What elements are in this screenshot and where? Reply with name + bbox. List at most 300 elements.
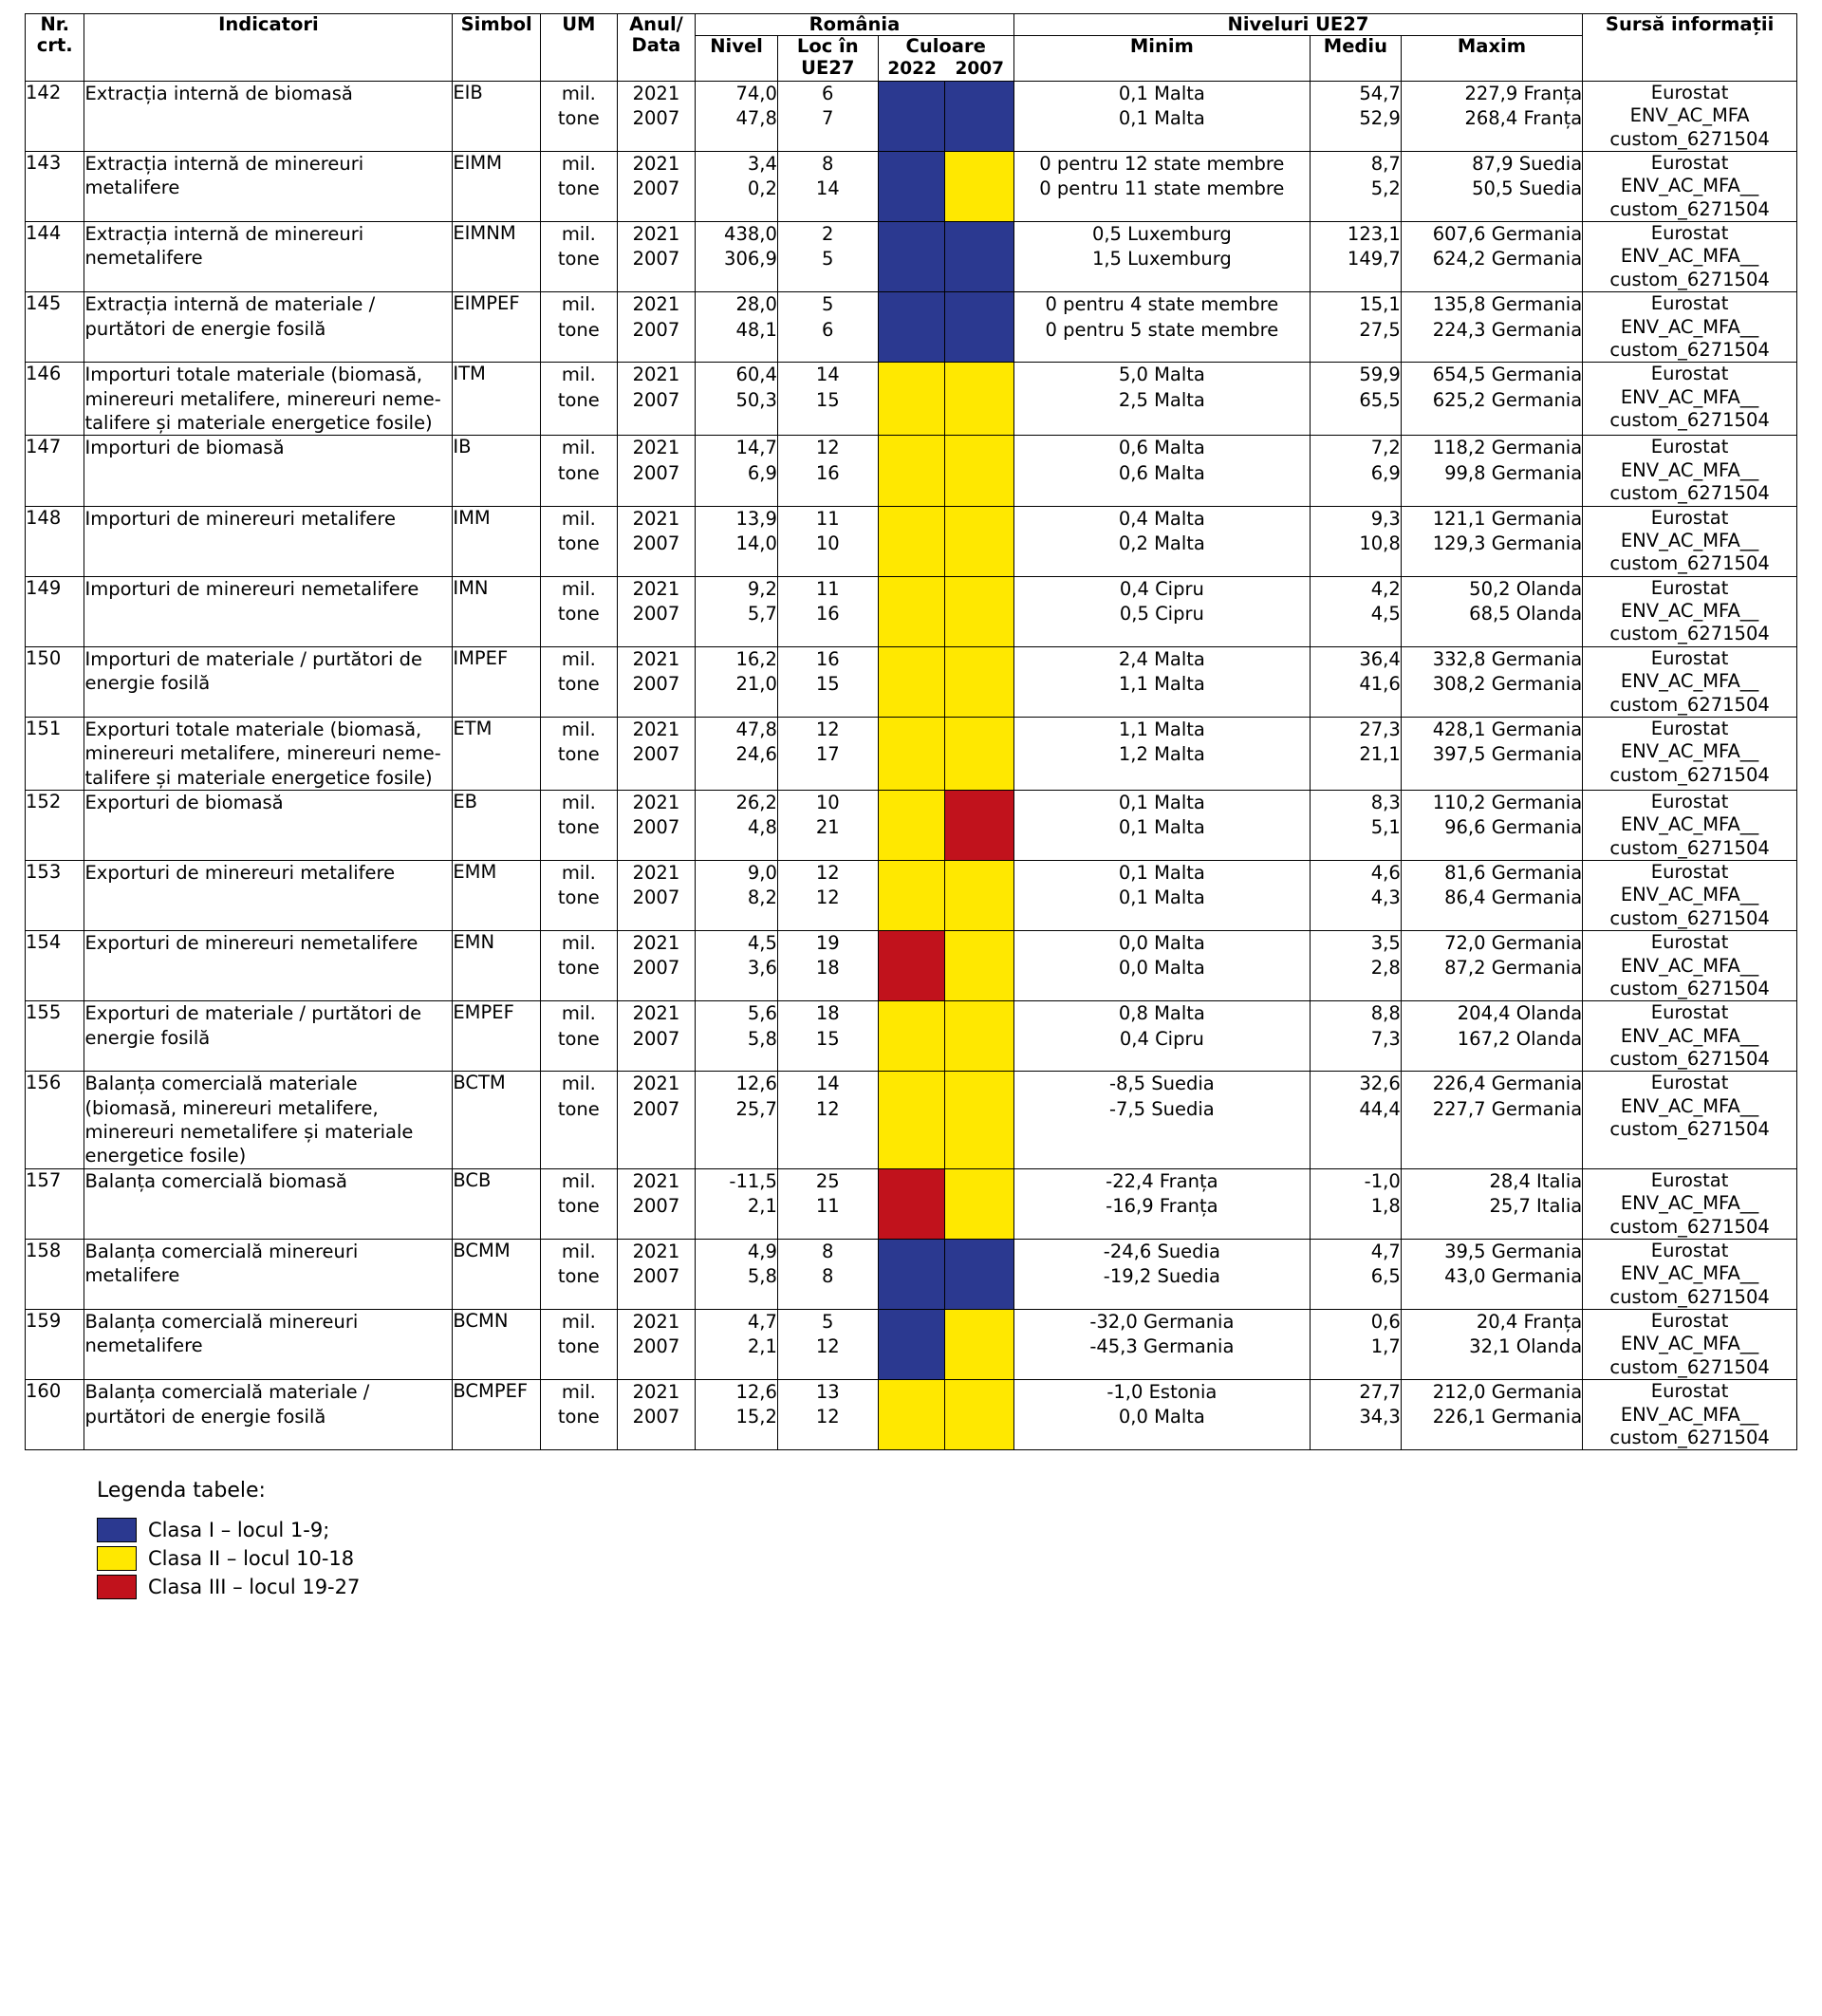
cell-mediu bbox=[1311, 151, 1402, 221]
cell-um-line1: mil. bbox=[561, 932, 596, 955]
cell-loc-2007: 16 bbox=[815, 461, 840, 484]
cell-maxim-2007: 68,5 Olanda bbox=[1469, 602, 1583, 625]
cell-simbol: IMM bbox=[453, 506, 541, 576]
cell-minim bbox=[1013, 81, 1310, 151]
cell-sursa-line1: Eurostat bbox=[1650, 1168, 1729, 1191]
cell-maxim bbox=[1401, 363, 1582, 436]
cell-culoare-2007 bbox=[945, 931, 1014, 1001]
cell-an bbox=[617, 931, 696, 1001]
cell-sursa-line2: ENV_AC_MFA__ bbox=[1620, 529, 1759, 551]
cell-maxim bbox=[1401, 1168, 1582, 1239]
cell-mediu-2007: 52,9 bbox=[1359, 107, 1401, 130]
cell-culoare-2022 bbox=[878, 576, 945, 646]
cell-nivel-2021: -11,5 bbox=[729, 1169, 777, 1192]
cell-um bbox=[541, 1239, 618, 1309]
cell-indicator: Extracția internă de minereuri metalifere bbox=[84, 151, 453, 221]
cell-maxim-2007: 224,3 Germania bbox=[1432, 318, 1583, 341]
header-loc-ue27 bbox=[777, 36, 878, 81]
cell-loc-ue27 bbox=[777, 861, 878, 931]
cell-culoare-2022 bbox=[878, 1310, 945, 1380]
cell-culoare-2007 bbox=[945, 436, 1014, 506]
cell-culoare-2022 bbox=[878, 363, 945, 436]
table-row bbox=[26, 222, 1797, 292]
cell-maxim-2021: 118,2 Germania bbox=[1432, 437, 1583, 459]
cell-nivel-2021: 9,0 bbox=[747, 862, 777, 885]
cell-minim bbox=[1013, 292, 1310, 363]
cell-simbol: EIMM bbox=[453, 151, 541, 221]
cell-culoare-2007 bbox=[945, 1239, 1014, 1309]
cell-an-2007: 2007 bbox=[632, 177, 680, 200]
legend-swatch-clasa3 bbox=[97, 1575, 137, 1599]
cell-culoare-2007 bbox=[945, 222, 1014, 292]
cell-sursa-line3: custom_6271504 bbox=[1609, 693, 1770, 716]
cell-loc-2021: 13 bbox=[815, 1381, 840, 1404]
cell-nivel-2007: 5,8 bbox=[747, 1265, 777, 1288]
cell-culoare-2022 bbox=[878, 222, 945, 292]
cell-mediu-2007: 149,7 bbox=[1347, 248, 1401, 271]
cell-culoare-2022 bbox=[878, 1380, 945, 1450]
cell-nr-crt: 142 bbox=[26, 81, 84, 151]
cell-indicator: Extracția internă de minereuri nemetalifere bbox=[84, 222, 453, 292]
cell-mediu-2007: 21,1 bbox=[1359, 743, 1401, 766]
cell-minim bbox=[1013, 506, 1310, 576]
cell-nr-crt: 149 bbox=[26, 576, 84, 646]
cell-minim bbox=[1013, 1239, 1310, 1309]
cell-um-line2: tone bbox=[557, 461, 600, 484]
legend-label: Clasa II – locul 10-18 bbox=[148, 1547, 355, 1571]
cell-simbol: EIB bbox=[453, 81, 541, 151]
cell-nivel-2007: 50,3 bbox=[735, 388, 777, 411]
cell-um-line2: tone bbox=[557, 673, 600, 696]
cell-mediu-2007: 10,8 bbox=[1359, 532, 1401, 554]
table-body bbox=[26, 81, 1797, 1449]
cell-loc-2007: 17 bbox=[815, 743, 840, 766]
cell-nivel-2021: 47,8 bbox=[735, 718, 777, 740]
cell-maxim-2021: 654,5 Germania bbox=[1432, 364, 1583, 386]
cell-nr-crt: 144 bbox=[26, 222, 84, 292]
cell-sursa bbox=[1583, 81, 1797, 151]
cell-an bbox=[617, 1001, 696, 1072]
cell-nivel-2021: 28,0 bbox=[735, 293, 777, 316]
cell-sursa bbox=[1583, 292, 1797, 363]
cell-sursa-line2: ENV_AC_MFA__ bbox=[1620, 884, 1759, 906]
cell-nr-crt: 158 bbox=[26, 1239, 84, 1309]
cell-culoare-2022 bbox=[878, 506, 945, 576]
cell-an bbox=[617, 151, 696, 221]
cell-simbol: IB bbox=[453, 436, 541, 506]
cell-an-2021: 2021 bbox=[632, 507, 680, 530]
cell-loc-ue27 bbox=[777, 1380, 878, 1450]
cell-nivel bbox=[696, 861, 778, 931]
cell-loc-2007: 15 bbox=[815, 388, 840, 411]
cell-nivel bbox=[696, 1310, 778, 1380]
cell-sursa-line3: custom_6271504 bbox=[1609, 906, 1770, 929]
cell-culoare-2022 bbox=[878, 1001, 945, 1072]
cell-culoare-2007 bbox=[945, 646, 1014, 717]
cell-sursa-line1: Eurostat bbox=[1650, 151, 1729, 174]
cell-um-line1: mil. bbox=[561, 1073, 596, 1095]
cell-nivel bbox=[696, 1001, 778, 1072]
cell-mediu bbox=[1311, 1380, 1402, 1450]
cell-loc-2007: 5 bbox=[822, 248, 834, 271]
cell-maxim-2021: 428,1 Germania bbox=[1432, 718, 1583, 740]
indicators-table bbox=[25, 13, 1797, 1450]
cell-mediu-2007: 5,2 bbox=[1370, 177, 1401, 200]
cell-minim bbox=[1013, 576, 1310, 646]
cell-an-2007: 2007 bbox=[632, 957, 680, 980]
cell-indicator: Importuri totale materiale (biomasă, minereuri metalifere, minereuri neme-talifere și materiale energetice fosile) bbox=[84, 363, 453, 436]
cell-um-line1: mil. bbox=[561, 1311, 596, 1334]
cell-mediu-2021: 4,7 bbox=[1370, 1240, 1401, 1262]
cell-minim bbox=[1013, 1380, 1310, 1450]
cell-an-2007: 2007 bbox=[632, 388, 680, 411]
cell-culoare-2022 bbox=[878, 151, 945, 221]
cell-simbol: EMN bbox=[453, 931, 541, 1001]
cell-minim-2021: -8,5 Suedia bbox=[1109, 1073, 1215, 1095]
table-row bbox=[26, 151, 1797, 221]
cell-loc-2021: 25 bbox=[815, 1169, 840, 1192]
cell-indicator: Balanța comercială minereuri metalifere bbox=[84, 1239, 453, 1309]
cell-nivel bbox=[696, 1072, 778, 1168]
cell-an bbox=[617, 576, 696, 646]
table-row bbox=[26, 1168, 1797, 1239]
cell-an-2007: 2007 bbox=[632, 1195, 680, 1218]
cell-nivel bbox=[696, 81, 778, 151]
cell-um-line1: mil. bbox=[561, 718, 596, 740]
cell-nr-crt: 156 bbox=[26, 1072, 84, 1168]
cell-sursa-line3: custom_6271504 bbox=[1609, 268, 1770, 290]
cell-indicator: Importuri de biomasă bbox=[84, 436, 453, 506]
cell-an bbox=[617, 363, 696, 436]
legend bbox=[25, 1479, 1797, 1599]
cell-um bbox=[541, 931, 618, 1001]
cell-culoare-2022 bbox=[878, 436, 945, 506]
cell-culoare-2007 bbox=[945, 506, 1014, 576]
cell-sursa-line2: ENV_AC_MFA__ bbox=[1620, 385, 1759, 408]
cell-loc-2007: 11 bbox=[815, 1195, 840, 1218]
cell-minim-2021: 0,6 Malta bbox=[1118, 437, 1205, 459]
cell-sursa-line3: custom_6271504 bbox=[1609, 409, 1770, 432]
cell-um-line2: tone bbox=[557, 1195, 600, 1218]
cell-nivel bbox=[696, 1380, 778, 1450]
header-anul-data bbox=[617, 14, 696, 82]
table-row bbox=[26, 1380, 1797, 1450]
cell-an-2021: 2021 bbox=[632, 1381, 680, 1404]
cell-sursa-line1: Eurostat bbox=[1650, 717, 1729, 739]
table-row bbox=[26, 646, 1797, 717]
cell-sursa bbox=[1583, 717, 1797, 790]
cell-um-line1: mil. bbox=[561, 293, 596, 316]
cell-sursa-line3: custom_6271504 bbox=[1609, 836, 1770, 859]
cell-um-line1: mil. bbox=[561, 437, 596, 459]
cell-minim-2007: -19,2 Suedia bbox=[1103, 1265, 1220, 1288]
cell-loc-2007: 12 bbox=[815, 1406, 840, 1428]
cell-an-2021: 2021 bbox=[632, 1240, 680, 1262]
cell-an bbox=[617, 81, 696, 151]
cell-sursa bbox=[1583, 576, 1797, 646]
table-row bbox=[26, 81, 1797, 151]
cell-an-2007: 2007 bbox=[632, 887, 680, 909]
legend-label: Clasa I – locul 1-9; bbox=[148, 1519, 330, 1542]
cell-sursa-line1: Eurostat bbox=[1650, 576, 1729, 599]
cell-nivel bbox=[696, 506, 778, 576]
cell-culoare-2022 bbox=[878, 81, 945, 151]
cell-loc-ue27 bbox=[777, 717, 878, 790]
cell-maxim-2007: 625,2 Germania bbox=[1432, 388, 1583, 411]
cell-um-line2: tone bbox=[557, 1097, 600, 1120]
cell-nivel-2007: 0,2 bbox=[747, 177, 777, 200]
cell-um-line1: mil. bbox=[561, 577, 596, 600]
cell-an-2021: 2021 bbox=[632, 152, 680, 175]
cell-minim-2021: 0 pentru 4 state membre bbox=[1045, 293, 1279, 316]
cell-um-line2: tone bbox=[557, 1027, 600, 1050]
table-row bbox=[26, 1239, 1797, 1309]
cell-mediu bbox=[1311, 1310, 1402, 1380]
table-row bbox=[26, 1001, 1797, 1072]
cell-maxim bbox=[1401, 717, 1582, 790]
table-head bbox=[26, 14, 1797, 82]
cell-um bbox=[541, 1168, 618, 1239]
cell-mediu-2021: 4,2 bbox=[1370, 577, 1401, 600]
cell-um-line1: mil. bbox=[561, 152, 596, 175]
cell-an bbox=[617, 222, 696, 292]
cell-sursa bbox=[1583, 151, 1797, 221]
cell-culoare-2007 bbox=[945, 81, 1014, 151]
cell-sursa-line2: ENV_AC_MFA__ bbox=[1620, 458, 1759, 481]
cell-maxim bbox=[1401, 1380, 1582, 1450]
cell-culoare-2022 bbox=[878, 646, 945, 717]
cell-sursa-line1: Eurostat bbox=[1650, 363, 1729, 385]
cell-nivel bbox=[696, 1239, 778, 1309]
cell-minim-2007: 0,0 Malta bbox=[1118, 1406, 1205, 1428]
cell-loc-2021: 6 bbox=[822, 82, 834, 104]
cell-nr-crt: 155 bbox=[26, 1001, 84, 1072]
cell-mediu-2021: 7,2 bbox=[1370, 437, 1401, 459]
cell-maxim-2007: 50,5 Suedia bbox=[1472, 177, 1583, 200]
cell-um-line2: tone bbox=[557, 1335, 600, 1358]
cell-minim-2021: 0,1 Malta bbox=[1118, 791, 1205, 813]
cell-um-line2: tone bbox=[557, 388, 600, 411]
cell-maxim-2007: 96,6 Germania bbox=[1444, 816, 1583, 839]
cell-sursa bbox=[1583, 436, 1797, 506]
header-nr-crt bbox=[26, 14, 84, 82]
cell-nivel bbox=[696, 576, 778, 646]
cell-an bbox=[617, 1239, 696, 1309]
cell-nivel-2007: 21,0 bbox=[735, 673, 777, 696]
cell-um-line2: tone bbox=[557, 887, 600, 909]
cell-nivel bbox=[696, 646, 778, 717]
cell-simbol: IMN bbox=[453, 576, 541, 646]
header-culoare bbox=[878, 36, 1013, 81]
cell-um-line2: tone bbox=[557, 1406, 600, 1428]
header-anul-line1: Anul/ bbox=[629, 13, 683, 35]
cell-minim-2007: 1,1 Malta bbox=[1118, 673, 1205, 696]
cell-nr-crt: 145 bbox=[26, 292, 84, 363]
cell-maxim bbox=[1401, 576, 1582, 646]
cell-maxim-2007: 25,7 Italia bbox=[1489, 1195, 1583, 1218]
cell-simbol: ITM bbox=[453, 363, 541, 436]
header-mediu: Mediu bbox=[1311, 36, 1402, 81]
cell-loc-2021: 19 bbox=[815, 932, 840, 955]
cell-loc-2021: 5 bbox=[822, 293, 834, 316]
cell-sursa-line3: custom_6271504 bbox=[1609, 977, 1770, 999]
cell-sursa-line1: Eurostat bbox=[1650, 1380, 1729, 1403]
cell-nivel-2021: 4,9 bbox=[747, 1240, 777, 1262]
cell-maxim-2007: 268,4 Franța bbox=[1464, 107, 1583, 130]
cell-loc-2007: 16 bbox=[815, 602, 840, 625]
cell-loc-ue27 bbox=[777, 931, 878, 1001]
cell-nivel bbox=[696, 222, 778, 292]
cell-minim bbox=[1013, 790, 1310, 860]
cell-loc-2021: 14 bbox=[815, 364, 840, 386]
cell-an-2021: 2021 bbox=[632, 364, 680, 386]
cell-sursa-line2: ENV_AC_MFA__ bbox=[1620, 1024, 1759, 1047]
cell-sursa-line3: custom_6271504 bbox=[1609, 1118, 1770, 1141]
cell-minim-2007: 0,1 Malta bbox=[1118, 887, 1205, 909]
legend-item bbox=[97, 1546, 1797, 1571]
header-nr-crt-line1: Nr. bbox=[40, 13, 70, 35]
cell-simbol: BCMPEF bbox=[453, 1380, 541, 1450]
cell-maxim-2021: 39,5 Germania bbox=[1444, 1240, 1583, 1262]
legend-swatch-clasa2 bbox=[97, 1546, 137, 1571]
cell-loc-ue27 bbox=[777, 81, 878, 151]
cell-maxim-2021: 110,2 Germania bbox=[1432, 791, 1583, 813]
cell-loc-2021: 11 bbox=[815, 577, 840, 600]
cell-loc-ue27 bbox=[777, 1001, 878, 1072]
cell-maxim bbox=[1401, 646, 1582, 717]
cell-mediu-2021: 27,3 bbox=[1359, 718, 1401, 740]
cell-loc-2007: 15 bbox=[815, 1027, 840, 1050]
cell-sursa-line3: custom_6271504 bbox=[1609, 552, 1770, 575]
cell-loc-2021: 12 bbox=[815, 718, 840, 740]
cell-minim-2021: 0,1 Malta bbox=[1118, 862, 1205, 885]
cell-nivel-2007: 48,1 bbox=[735, 318, 777, 341]
cell-nivel bbox=[696, 151, 778, 221]
cell-mediu-2007: 1,7 bbox=[1370, 1335, 1401, 1358]
table-row bbox=[26, 931, 1797, 1001]
cell-sursa-line2: ENV_AC_MFA__ bbox=[1620, 670, 1759, 693]
cell-mediu-2007: 4,5 bbox=[1370, 602, 1401, 625]
cell-simbol: BCB bbox=[453, 1168, 541, 1239]
cell-an bbox=[617, 1168, 696, 1239]
cell-minim-2007: 0,0 Malta bbox=[1118, 957, 1205, 980]
cell-um bbox=[541, 436, 618, 506]
cell-an-2007: 2007 bbox=[632, 318, 680, 341]
header-romania: România bbox=[696, 14, 1013, 36]
cell-loc-2007: 7 bbox=[822, 107, 834, 130]
cell-sursa-line3: custom_6271504 bbox=[1609, 1215, 1770, 1238]
cell-maxim-2021: 204,4 Olanda bbox=[1457, 1002, 1583, 1025]
cell-maxim bbox=[1401, 861, 1582, 931]
cell-mediu bbox=[1311, 861, 1402, 931]
cell-mediu bbox=[1311, 790, 1402, 860]
cell-maxim-2007: 167,2 Olanda bbox=[1457, 1027, 1583, 1050]
cell-nr-crt: 153 bbox=[26, 861, 84, 931]
cell-culoare-2007 bbox=[945, 1072, 1014, 1168]
legend-title: Legenda tabele: bbox=[97, 1479, 266, 1503]
cell-an-2007: 2007 bbox=[632, 673, 680, 696]
header-minim: Minim bbox=[1013, 36, 1310, 81]
cell-sursa-line1: Eurostat bbox=[1650, 292, 1729, 315]
cell-loc-ue27 bbox=[777, 790, 878, 860]
cell-an bbox=[617, 790, 696, 860]
cell-nivel-2007: 4,8 bbox=[747, 816, 777, 839]
cell-loc-ue27 bbox=[777, 436, 878, 506]
cell-sursa-line1: Eurostat bbox=[1650, 506, 1729, 529]
cell-mediu-2007: 7,3 bbox=[1370, 1027, 1401, 1050]
legend-item bbox=[97, 1518, 1797, 1542]
cell-culoare-2022 bbox=[878, 1239, 945, 1309]
cell-loc-ue27 bbox=[777, 1239, 878, 1309]
cell-simbol: ETM bbox=[453, 717, 541, 790]
cell-um-line1: mil. bbox=[561, 1240, 596, 1262]
cell-nivel-2021: 74,0 bbox=[735, 82, 777, 104]
cell-nivel bbox=[696, 717, 778, 790]
cell-indicator: Extracția internă de materiale / purtători de energie fosilă bbox=[84, 292, 453, 363]
cell-loc-2021: 8 bbox=[822, 1240, 834, 1262]
cell-maxim-2007: 397,5 Germania bbox=[1432, 743, 1583, 766]
cell-um-line1: mil. bbox=[561, 82, 596, 104]
cell-simbol: EMM bbox=[453, 861, 541, 931]
cell-um-line2: tone bbox=[557, 602, 600, 625]
cell-maxim-2007: 129,3 Germania bbox=[1432, 532, 1583, 554]
cell-an bbox=[617, 1072, 696, 1168]
cell-minim bbox=[1013, 1310, 1310, 1380]
cell-indicator: Exporturi de materiale / purtători de energie fosilă bbox=[84, 1001, 453, 1072]
cell-sursa-line2: ENV_AC_MFA__ bbox=[1620, 600, 1759, 622]
cell-maxim bbox=[1401, 436, 1582, 506]
cell-nivel-2007: 6,9 bbox=[747, 461, 777, 484]
cell-minim-2007: -16,9 Franța bbox=[1106, 1195, 1218, 1218]
cell-an-2021: 2021 bbox=[632, 932, 680, 955]
cell-um-line1: mil. bbox=[561, 862, 596, 885]
cell-maxim bbox=[1401, 292, 1582, 363]
cell-nivel-2007: 2,1 bbox=[747, 1335, 777, 1358]
cell-loc-ue27 bbox=[777, 363, 878, 436]
cell-minim-2021: -1,0 Estonia bbox=[1106, 1381, 1218, 1404]
cell-mediu bbox=[1311, 81, 1402, 151]
cell-an bbox=[617, 646, 696, 717]
cell-nivel-2007: 24,6 bbox=[735, 743, 777, 766]
cell-mediu bbox=[1311, 506, 1402, 576]
cell-loc-ue27 bbox=[777, 1072, 878, 1168]
cell-culoare-2022 bbox=[878, 790, 945, 860]
cell-minim-2021: 0 pentru 12 state membre bbox=[1039, 152, 1285, 175]
cell-sursa-line2: ENV_AC_MFA__ bbox=[1620, 315, 1759, 338]
cell-indicator: Extracția internă de biomasă bbox=[84, 81, 453, 151]
cell-maxim bbox=[1401, 506, 1582, 576]
cell-culoare-2007 bbox=[945, 1168, 1014, 1239]
cell-mediu-2007: 6,5 bbox=[1370, 1265, 1401, 1288]
legend-label: Clasa III – locul 19-27 bbox=[148, 1576, 361, 1599]
cell-um bbox=[541, 506, 618, 576]
cell-maxim-2007: 87,2 Germania bbox=[1444, 957, 1583, 980]
cell-minim-2007: 0,5 Cipru bbox=[1119, 602, 1204, 625]
table-row bbox=[26, 363, 1797, 436]
cell-loc-ue27 bbox=[777, 576, 878, 646]
cell-indicator: Exporturi totale materiale (biomasă, minereuri metalifere, minereuri neme-talifere și materiale energetice fosile) bbox=[84, 717, 453, 790]
cell-maxim bbox=[1401, 1072, 1582, 1168]
cell-nr-crt: 160 bbox=[26, 1380, 84, 1450]
cell-maxim-2021: 135,8 Germania bbox=[1432, 293, 1583, 316]
cell-sursa bbox=[1583, 1239, 1797, 1309]
cell-culoare-2007 bbox=[945, 151, 1014, 221]
cell-simbol: EMPEF bbox=[453, 1001, 541, 1072]
cell-nr-crt: 159 bbox=[26, 1310, 84, 1380]
cell-nivel-2021: 9,2 bbox=[747, 577, 777, 600]
cell-maxim-2021: 332,8 Germania bbox=[1432, 647, 1583, 670]
cell-sursa-line1: Eurostat bbox=[1650, 222, 1729, 245]
